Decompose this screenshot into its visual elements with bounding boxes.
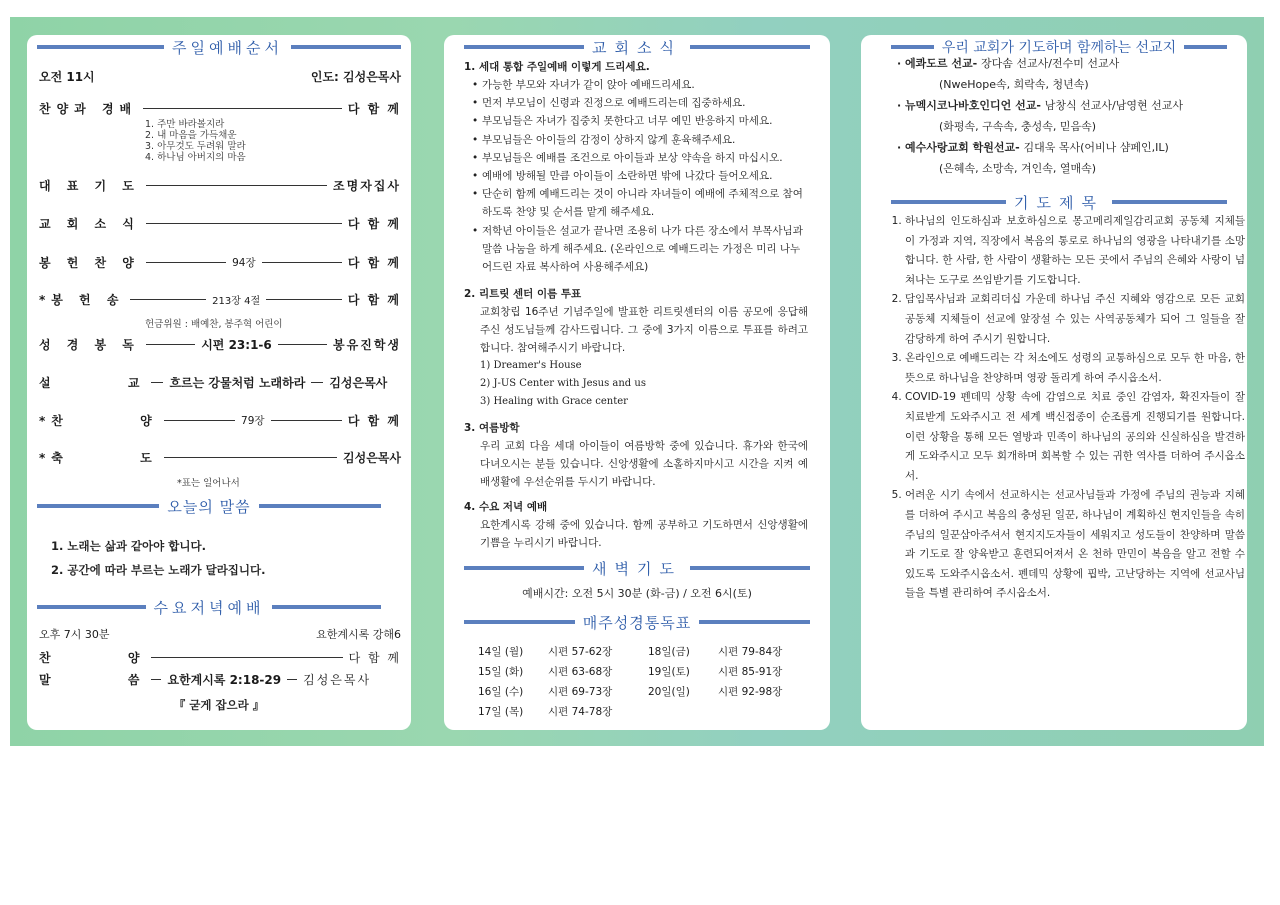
news-1-item: • 예배에 방해될 만큼 아이들이 소란하면 밖에 나갔다 들어오세요. — [472, 167, 808, 185]
worship-time-row — [39, 68, 401, 85]
order-label: *찬 양 — [39, 414, 158, 428]
reading-passage: 시편 85-91장 — [718, 666, 783, 678]
order-label: 교 회 소 식 — [39, 217, 140, 231]
reading-passage: 시편 74-78장 — [548, 706, 613, 718]
order-detail: 흐르는 강물처럼 노래하라 — [169, 376, 306, 390]
news-1-item: • 가능한 부모와 자녀가 같이 앉아 예배드리세요. — [472, 76, 808, 94]
reading-passage: 시편 57-62장 — [548, 646, 613, 658]
news-1-item: • 먼저 부모님이 신령과 진정으로 예배드리는데 집중하세요. — [472, 94, 808, 112]
worship-order-title: 주일예배순서 — [172, 38, 283, 57]
reading-passage: 시편 69-73장 — [548, 686, 613, 698]
wednesday-series: 요한계시록 강해6 — [316, 628, 401, 641]
song-item: 4. 하나님 아버지의 마음 — [145, 152, 246, 163]
news-4-title: 4. 수요 저녁 예배 — [464, 501, 548, 513]
wednesday-info-row — [39, 626, 401, 642]
reading-passage: 시편 92-98장 — [718, 686, 783, 698]
order-label: 대 표 기 도 — [39, 179, 140, 193]
word-header — [37, 496, 381, 516]
bible-reading-table — [478, 644, 808, 724]
dawn-prayer-time: 예배시간: 오전 5시 30분 (화-금) / 오전 6시(토) — [522, 587, 752, 600]
reading-date: 16일 (수) — [478, 686, 524, 698]
order-row — [39, 100, 401, 117]
dawn-prayer-title: 새벽기도 — [592, 559, 682, 578]
order-label: *축 도 — [39, 451, 158, 465]
news-2-title: 2. 리트릿 센터 이름 투표 — [464, 288, 582, 300]
order-row — [39, 412, 401, 429]
order-detail: 94장 — [232, 257, 256, 269]
news-3-text: 우리 교회 다음 세대 아이들이 여름방학 중에 있습니다. 휴가와 한국에 다녀오시는 분들 있습니다. 신앙생활에 소홀하지마시고 시간을 지켜 예배생활에 우선순위를 두시기 바랍니다. — [480, 440, 808, 489]
order-leader: 다 함 께 — [347, 256, 401, 270]
order-label: *봉 헌 송 — [39, 293, 125, 307]
order-leader: 다 함 께 — [347, 102, 401, 116]
order-detail: 79장 — [241, 415, 265, 427]
order-leader: 다 함 께 — [348, 651, 401, 665]
order-label: 봉 헌 찬 양 — [39, 256, 140, 270]
news-header — [464, 37, 810, 57]
news-1-item: • 부모님들은 예배를 조건으로 아이들과 보상 약속을 하지 마십시오. — [472, 149, 808, 167]
missions-title: 우리 교회가 기도하며 함께하는 선교지 — [941, 40, 1177, 56]
mission-groups: (NweHope속, 희락속, 청년속) — [939, 78, 1089, 91]
mission-item — [897, 53, 1237, 74]
prayer-topics-list — [889, 212, 1245, 604]
order-label: 성 경 봉 독 — [39, 338, 140, 352]
order-leader: 다 함 께 — [347, 293, 402, 307]
mission-name: · 에콰도르 선교- — [897, 57, 981, 70]
order-label: 설 교 — [39, 376, 146, 390]
reading-date: 19일(토) — [648, 666, 690, 678]
news-1-item: • 저학년 아이들은 설교가 끝나면 조용히 나가 다른 장소에서 부목사님과 말씀 나눔을 하게 해주세요. (온라인으로 예배드리는 가정은 미리 나누어드린 자료 복사하여 사용해주세요) — [472, 222, 808, 277]
order-label: 찬양과 경배 — [39, 102, 138, 116]
reading-passage: 시편 79-84장 — [718, 646, 783, 658]
word-item: 2. 공간에 따라 부르는 노래가 달라집니다. — [51, 563, 266, 577]
prayer-item: 3. 온라인으로 예배드리는 각 처소에도 성령의 교통하심으로 모두 한 마음, 한 뜻으로 하나님을 찬양하며 영광 돌리게 하여 주시옵소서. — [905, 349, 1245, 388]
vote-option: 1) Dreamer's House — [480, 360, 582, 371]
order-detail: 213장 4절 — [212, 296, 261, 307]
order-row — [39, 177, 401, 194]
wednesday-title: 수요저녁예배 — [153, 598, 265, 617]
order-row — [39, 374, 401, 391]
reading-date: 20일(일) — [648, 686, 690, 698]
news-1-title: 1. 세대 통합 주일예배 이렇게 드리세요. — [464, 61, 650, 73]
wednesday-row — [39, 671, 401, 688]
reading-date: 18일(금) — [648, 646, 690, 658]
praise-song-list — [145, 119, 246, 163]
mission-name: · 예수사랑교회 학원선교- — [897, 141, 1024, 154]
order-leader: 조명자집사 — [333, 179, 401, 193]
order-detail: 시편 23:1-6 — [201, 338, 272, 352]
wednesday-header — [37, 597, 381, 617]
order-label: 말 씀 — [39, 673, 146, 687]
news-1-list — [472, 76, 808, 276]
order-row — [39, 254, 401, 271]
bible-reading-title: 매주성경통독표 — [582, 613, 692, 632]
order-row — [39, 336, 401, 353]
order-leader: 김성은목사 — [303, 673, 372, 687]
prayer-topics-header — [891, 192, 1227, 212]
order-row — [39, 291, 401, 308]
prayer-item: 1. 하나님의 인도하심과 보호하심으로 몽고메리제일감리교회 공동체 지체들이 가정과 지역, 직장에서 복음의 통로로 하나님의 영광을 나타내기를 소망합니다. 한 사람, 한 사람이 생활하는 모든 곳에서 주님의 은혜와 사랑이 넘쳐나는 도구로 쓰임받기를 기도합니다. — [905, 212, 1245, 290]
word-title: 오늘의 말씀 — [167, 497, 251, 516]
song-item: 3. 아무것도 두려워 말라 — [145, 141, 246, 152]
order-label: 찬 양 — [39, 651, 146, 665]
prayer-topics-title: 기도제목 — [1014, 193, 1104, 212]
wednesday-row — [39, 649, 401, 666]
offering-note: 헌금위원 : 배예찬, 봉주혁 어린이 — [145, 319, 283, 330]
mission-item — [897, 137, 1237, 158]
worship-leader: 인도: 김성은목사 — [310, 70, 401, 84]
reading-passage: 시편 63-68장 — [548, 666, 613, 678]
order-leader: 다 함 께 — [347, 414, 401, 428]
mission-name: · 뉴멕시코나바호인디언 선교- — [897, 99, 1045, 112]
news-1-item: • 부모님들은 자녀가 집중치 못한다고 너무 예민 반응하지 마세요. — [472, 112, 808, 130]
news-title: 교회소식 — [592, 38, 682, 57]
mission-item — [897, 95, 1237, 116]
order-detail: 요한계시록 2:18-29 — [167, 673, 282, 687]
missions-prayer-panel — [861, 35, 1247, 730]
missions-list — [897, 53, 1237, 179]
news-1-item: • 부모님들은 아이들의 감정이 상하지 않게 훈육해주세요. — [472, 131, 808, 149]
song-item: 1. 주만 바라볼지라 — [145, 119, 225, 130]
news-4-text: 요한계시록 강해 중에 있습니다. 함께 공부하고 기도하면서 신앙생활에 기쁨을 누리시기 바랍니다. — [480, 519, 808, 550]
worship-time: 오전 11시 — [39, 70, 95, 84]
vote-option: 2) J-US Center with Jesus and us — [480, 378, 646, 390]
news-3-title: 3. 여름방학 — [464, 422, 520, 434]
wednesday-time: 오후 7시 30분 — [39, 628, 110, 641]
prayer-item: 4. COVID-19 펜데믹 상황 속에 감염으로 치료 중인 감염자, 확진자들이 잘 치료받게 도와주시고 전 세계 백신접종이 순조롭게 진행되기를 원합니다. 이런 상황을 통해 모든 열방과 민족이 하나님의 공의와 신실하심을 발견하게 도와주시고 모두 회개하며 회복할 수 있는 귀한 역사를 더하여 주시옵소서. — [905, 388, 1245, 486]
mission-groups: (은혜속, 소망속, 겨인속, 열매속) — [939, 162, 1097, 175]
prayer-item: 5. 어려운 시기 속에서 선교하시는 선교사님들과 가정에 주님의 권능과 지혜를 더하여 주시고 복음의 충성된 일꾼, 하나님이 계획하신 현지인들을 속히 주님의 일꾼삼아주셔서 현지지도자들이 세워지고 성도들이 찬양하며 말씀과 기도로 잘 양육받고 훈련되어져서 온 천하 만민이 복음을 알고 전할 수 있도록 도와주시옵소서. 펜데믹 상황에 핍박, 고난당하는 지역에 선교사님들을 특별 관리하여 주시옵소서. — [905, 486, 1245, 604]
church-news-panel — [444, 35, 830, 730]
mission-missionaries: 장다솜 선교사/전수미 선교사 — [981, 57, 1120, 70]
stand-note: *표는 일어나서 — [177, 478, 240, 489]
vote-option: 3) Healing with Grace center — [480, 396, 628, 408]
mission-groups: (화평속, 구속속, 충성속, 믿음속) — [939, 120, 1097, 133]
mission-missionaries: 김대욱 목사(어비나 샴페인,IL) — [1023, 141, 1169, 154]
order-row — [39, 215, 401, 232]
word-item: 1. 노래는 삶과 같아야 합니다. — [51, 539, 206, 553]
order-row — [39, 449, 401, 466]
wednesday-sermon-title: 『 굳게 잡으라 』 — [173, 698, 265, 712]
reading-date: 14일 (월) — [478, 646, 524, 658]
news-2-options — [480, 357, 646, 412]
reading-date: 17일 (목) — [478, 706, 524, 718]
order-leader: 봉유진학생 — [333, 338, 402, 352]
order-leader: 김성은목사 — [343, 451, 401, 465]
news-1-item: • 단순히 함께 예배드리는 것이 아니라 자녀들이 예배에 주체적으로 참여하도록 찬양 및 순서를 맡게 해주세요. — [472, 185, 808, 221]
order-leader: 다 함 께 — [347, 217, 401, 231]
news-2-text: 교회창립 16주년 기념주일에 발표한 리트릿센터의 이름 공모에 응답해주신 성도님들께 감사드립니다. 그 중에 3가지 이름으로 투표를 하려고 합니다. 참여해주시기 바랍니다. — [480, 306, 808, 355]
bible-reading-header — [464, 612, 810, 632]
dawn-prayer-header — [464, 558, 810, 578]
mission-missionaries: 남창식 선교사/남영현 선교사 — [1044, 99, 1183, 112]
prayer-item: 2. 담임목사님과 교회리더십 가운데 하나님 주신 지혜와 영감으로 모든 교회공동체 지체들이 선교에 앞장설 수 있는 사역공동체가 되어 그 일들을 잘 감당하게 하여 주시기 원합니다. — [905, 290, 1245, 349]
todays-word-list — [51, 534, 266, 582]
order-leader: 김성은목사 — [329, 376, 388, 390]
reading-date: 15일 (화) — [478, 666, 524, 678]
worship-order-panel — [27, 35, 411, 730]
worship-order-header — [37, 37, 401, 57]
song-item: 2. 내 마음을 가득채운 — [145, 130, 237, 141]
